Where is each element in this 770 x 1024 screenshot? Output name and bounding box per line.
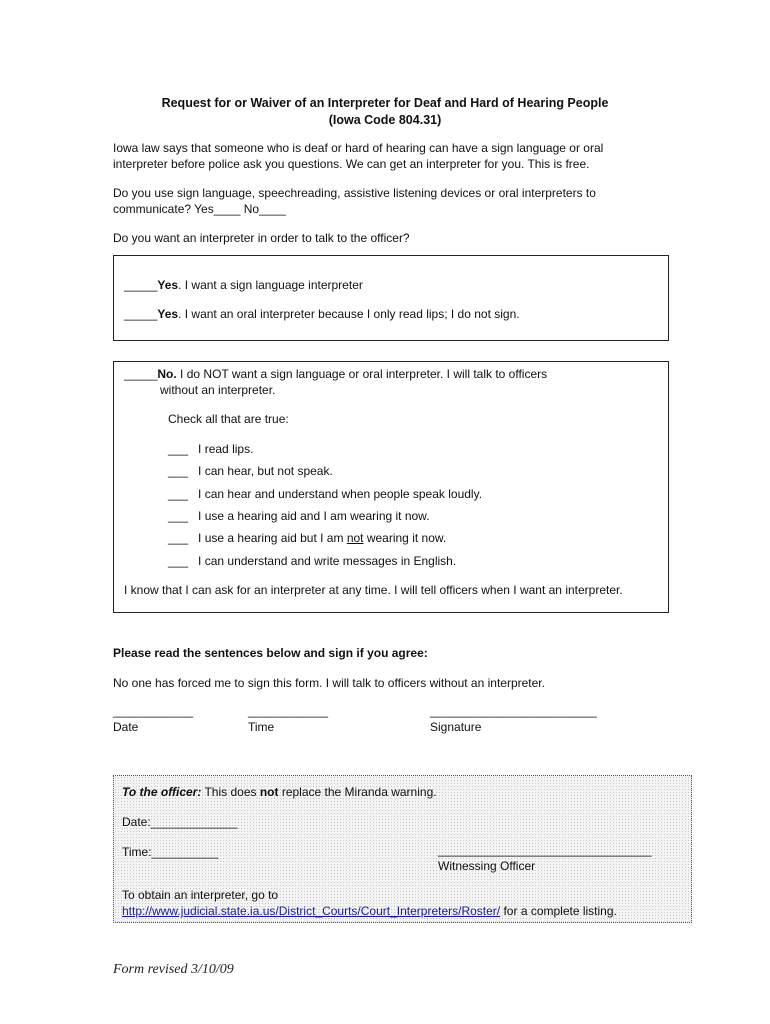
- yes-oral-blank[interactable]: _____: [124, 307, 158, 321]
- roster-link-tail: for a complete listing.: [500, 904, 617, 918]
- check-item-hear-loudly: [168, 487, 482, 501]
- check-prompt: Check all that are true:: [168, 412, 289, 426]
- check-item-text: I read lips.: [198, 442, 254, 456]
- check-item-text: I can hear, but not speak.: [198, 464, 333, 478]
- check-item-text: I can understand and write messages in English.: [198, 554, 457, 568]
- yes-sign-text: . I want a sign language interpreter: [178, 278, 363, 292]
- check-item-text: I can hear and understand when people speak loudly.: [198, 487, 483, 501]
- yes-sign-language-option: [124, 278, 363, 292]
- yes-label: Yes: [157, 278, 179, 292]
- no-text: I do NOT want a sign language or oral interpreter. I will talk to officers: [176, 367, 548, 381]
- officer-text-not: not: [259, 785, 279, 799]
- officer-lead: To the officer:: [122, 785, 202, 799]
- roster-link[interactable]: http://www.judicial.state.ia.us/District_Courts/Court_Interpreters/Roster/: [122, 904, 501, 918]
- check-item-text: I use a hearing aid and I am wearing it now.: [198, 509, 430, 523]
- check-blank[interactable]: ___: [168, 554, 189, 568]
- officer-time-field[interactable]: Time:__________: [122, 845, 219, 859]
- check-item-text: I use a hearing aid but I am: [198, 531, 347, 545]
- check-blank[interactable]: ___: [168, 531, 189, 545]
- check-item-hear-not-speak: [168, 464, 333, 478]
- no-option: [124, 367, 547, 381]
- no-text-continued: without an interpreter.: [160, 383, 276, 397]
- check-item-tail: wearing it now.: [363, 531, 447, 545]
- question-communicate-line-2: communicate? Yes____ No____: [113, 202, 286, 216]
- check-item-hearing-aid-wearing: [168, 509, 430, 523]
- check-blank[interactable]: ___: [168, 442, 189, 456]
- signature-label: Signature: [430, 720, 482, 734]
- witness-line[interactable]: ________________________________: [438, 843, 652, 857]
- form-subtitle: (Iowa Code 804.31): [328, 113, 442, 127]
- check-item-hearing-aid-not-wearing: [168, 531, 446, 545]
- roster-link-line: [122, 904, 617, 918]
- check-blank[interactable]: ___: [168, 509, 189, 523]
- question-want-interpreter: Do you want an interpreter in order to talk to the officer?: [113, 231, 410, 245]
- officer-text-b: replace the Miranda warning.: [278, 785, 437, 799]
- time-line[interactable]: ____________: [248, 704, 329, 718]
- officer-date-field[interactable]: Date:_____________: [122, 815, 238, 829]
- obtain-text: To obtain an interpreter, go to: [122, 888, 279, 902]
- yes-options-box: [113, 255, 669, 341]
- yes-oral-option: [124, 307, 520, 321]
- date-label: Date: [113, 720, 139, 734]
- agree-heading: Please read the sentences below and sign if you agree:: [113, 646, 428, 660]
- form-revised-footer: Form revised 3/10/09: [113, 962, 234, 977]
- no-label: No.: [157, 367, 177, 381]
- yes-label: Yes: [157, 307, 179, 321]
- intro-line-2: interpreter before police ask you questions. We can get an interpreter for you. This is free.: [113, 157, 590, 171]
- no-box-closing: I know that I can ask for an interpreter at any time. I will tell officers when I want an interpreter.: [124, 583, 623, 597]
- officer-text-a: This does: [201, 785, 260, 799]
- question-communicate-line-1: Do you use sign language, speechreading, assistive listening devices or oral interpreters to: [113, 186, 596, 200]
- yes-oral-text: . I want an oral interpreter because I only read lips; I do not sign.: [178, 307, 520, 321]
- check-item-write-english: [168, 554, 456, 568]
- check-item-read-lips: [168, 442, 253, 456]
- form-title: Request for or Waiver of an Interpreter for Deaf and Hard of Hearing People: [161, 96, 609, 110]
- check-blank[interactable]: ___: [168, 487, 189, 501]
- date-line[interactable]: ____________: [113, 704, 194, 718]
- time-label: Time: [248, 720, 275, 734]
- no-blank[interactable]: _____: [124, 367, 158, 381]
- witness-label: Witnessing Officer: [438, 859, 536, 873]
- officer-notice: [122, 785, 437, 799]
- check-blank[interactable]: ___: [168, 464, 189, 478]
- agree-text: No one has forced me to sign this form. I will talk to officers without an interpreter.: [113, 676, 545, 690]
- yes-sign-blank[interactable]: _____: [124, 278, 158, 292]
- intro-line-1: Iowa law says that someone who is deaf or hard of hearing can have a sign language or oral: [113, 141, 604, 155]
- signature-line[interactable]: _________________________: [430, 704, 597, 718]
- check-item-not: not: [346, 531, 364, 545]
